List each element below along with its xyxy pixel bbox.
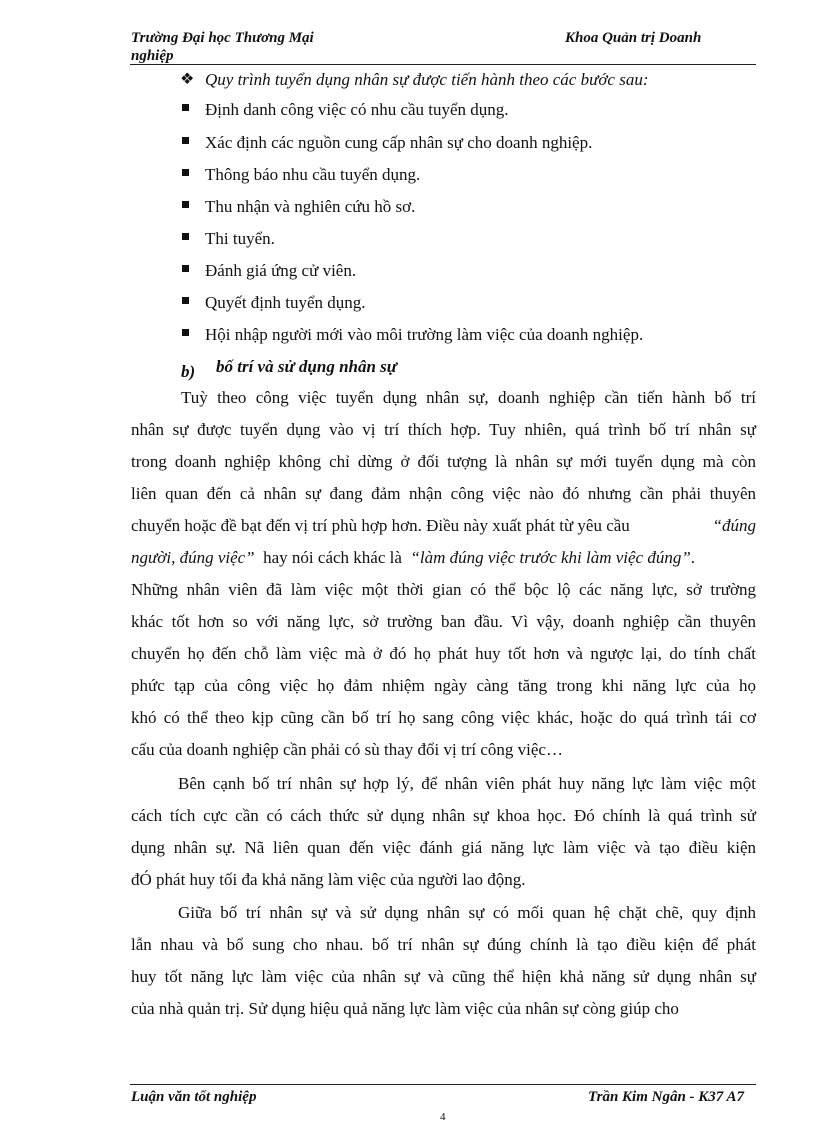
square-bullet-icon [182, 169, 189, 176]
header-rule [130, 64, 756, 65]
section-label: b) [181, 362, 196, 381]
paragraph-line: lẫn nhau và bổ sung cho nhau. bố trí nhân sự đúng chính là tạo điều kiện để phát [131, 935, 756, 954]
square-bullet-icon [182, 137, 189, 144]
footer-title: Luận văn tốt nghiệp [131, 1089, 257, 1105]
paragraph-line: dụng nhân sự. Nã liên quan đến việc đánh giá năng lực làm việc và tạo điều kiện [131, 838, 756, 857]
paragraph-line: khó có thể theo kịp cũng cần bố trí họ sang công việc khác, hoặc do quá trình tái cơ [131, 708, 756, 727]
paragraph-line: cách tích cực cần có cách thức sử dụng nhân sự khoa học. Đó chính là quá trình sử [131, 806, 756, 825]
paragraph-line: Giữa bố trí nhân sự và sử dụng nhân sự có mối quan hệ chặt chẽ, quy định [178, 903, 756, 922]
paragraph-line: Tuỳ theo công việc tuyển dụng nhân sự, doanh nghiệp cần tiến hành bố trí [181, 388, 756, 407]
paragraph-line: trong doanh nghiệp không chỉ dừng ở đối tượng là nhân sự mới tuyển dụng mà còn [131, 452, 756, 471]
paragraph-text: chuyển hoặc đề bạt đến vị trí phù hợp hơn. Điều này xuất phát từ yêu cầu [131, 516, 630, 535]
paragraph-line: Bên cạnh bố trí nhân sự hợp lý, để nhân viên phát huy năng lực làm việc một [178, 774, 756, 793]
paragraph-text: . [690, 548, 696, 567]
quote-text: người, đúng việc” [131, 548, 255, 567]
diamond-bullet-icon: ❖ [180, 71, 195, 88]
square-bullet-icon [182, 297, 189, 304]
paragraph-line: cấu của doanh nghiệp cần phải có sù thay đổi vị trí công việc… [131, 740, 563, 759]
square-bullet-icon [182, 265, 189, 272]
square-bullet-icon [182, 233, 189, 240]
list-item: Thi tuyển. [205, 229, 275, 248]
list-item: Xác định các nguồn cung cấp nhân sự cho doanh nghiệp. [205, 133, 593, 152]
list-item: Hội nhập người mới vào môi trường làm việc của doanh nghiệp. [205, 325, 644, 344]
header-school-cont: nghiệp [131, 48, 174, 64]
square-bullet-icon [182, 329, 189, 336]
paragraph-line: Những nhân viên đã làm việc một thời gian có thể bộc lộ các năng lực, sở trường [131, 580, 756, 599]
header-faculty: Khoa Quản trị Doanh [565, 30, 702, 46]
paragraph-line: liên quan đến cả nhân sự đang đảm nhận công việc nào đó nhưng cần phải thuyên [131, 484, 756, 503]
paragraph-line: chuyển họ đến chỗ làm việc mà ở đó họ phát huy tốt hơn và ngược lại, do tính chất [131, 644, 756, 663]
list-item: Định danh công việc có nhu cầu tuyển dụng. [205, 100, 509, 119]
paragraph-line: phức tạp của công việc họ đảm nhiệm ngày càng tăng trong khi năng lực của họ [131, 676, 756, 695]
paragraph-line: nhân sự được tuyển dụng vào vị trí thích hợp. Tuy nhiên, quá trình bố trí nhân sự [131, 420, 756, 439]
paragraph-line: của nhà quản trị. Sử dụng hiệu quả năng lực làm việc của nhân sự còng giúp cho [131, 999, 679, 1018]
footer-rule [130, 1084, 756, 1085]
quote-text: “đúng [712, 516, 756, 535]
quote-text: “làm đúng việc trước khi làm việc đúng” [410, 548, 691, 567]
list-item: Thông báo nhu cầu tuyển dụng. [205, 165, 421, 184]
square-bullet-icon [182, 201, 189, 208]
paragraph-text: hay nói cách khác là [263, 548, 402, 567]
paragraph-line: khác tốt hơn so với năng lực, sở trường ban đầu. Vì vậy, doanh nghiệp cần thuyên [131, 612, 756, 631]
footer-author: Trần Kim Ngân - K37 A7 [588, 1089, 744, 1105]
list-item: Thu nhận và nghiên cứu hồ sơ. [205, 197, 416, 216]
square-bullet-icon [182, 104, 189, 111]
header-school: Trường Đại học Thương Mại [131, 30, 314, 46]
intro-text: Quy trình tuyển dụng nhân sự được tiến hành theo các bước sau: [205, 70, 649, 89]
paragraph-line [131, 516, 756, 536]
list-item: Quyết định tuyển dụng. [205, 293, 366, 312]
paragraph-line [131, 548, 756, 568]
list-item: Đánh giá ứng cử viên. [205, 261, 357, 280]
section-title: bố trí và sử dụng nhân sự [216, 357, 397, 376]
page-number: 4 [440, 1111, 446, 1123]
paragraph-line: huy tốt năng lực làm việc của nhân sự và cũng thể hiện khả năng sử dụng nhân sự [131, 967, 756, 986]
paragraph-line: đÓ phát huy tối đa khả năng làm việc của người lao động. [131, 870, 526, 889]
